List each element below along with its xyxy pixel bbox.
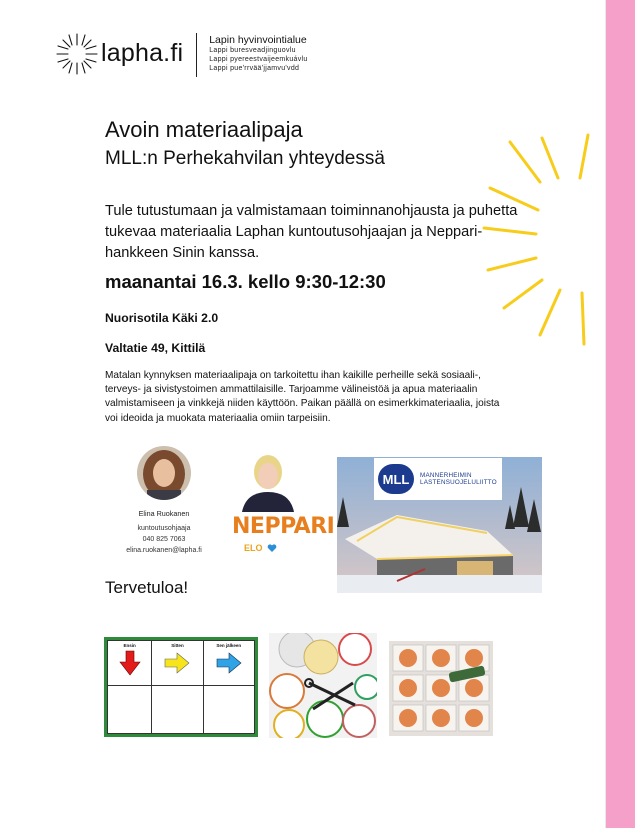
event-address: Valtatie 49, Kittilä: [105, 341, 206, 355]
mll-name-line-2: LASTENSUOJELULIITTO: [420, 479, 497, 486]
mll-logo: [374, 458, 502, 500]
description-paragraph: Matalan kynnyksen materiaalipaja on tarkoitettu ihan kaikille perheille sekä sosiaali-, terveys- ja sivistystoimen ammattilaisille. Tarjoamme välineistöä ja apua materiaalin valmistamiseen ja vinkkejä niiden käyttöön. Paikan päällä on esimerkkimateriaalia, joista voi ideoida ja muokata materiaalia omiin tarpeisiin.: [105, 370, 500, 424]
contact-info: [100, 508, 228, 556]
mll-mark: MLL: [378, 464, 414, 494]
welcome-text: Tervetuloa!: [105, 578, 189, 597]
grid-cell-first: [108, 641, 152, 686]
mll-name-line-1: MANNERHEIMIN: [420, 472, 472, 479]
contact-photo: [137, 446, 191, 500]
org-line-1: Lappi buresveadjinguovlu: [209, 47, 296, 54]
grid-header-then: Sitten: [171, 643, 184, 648]
mll-name: [420, 472, 497, 486]
event-date-time: maanantai 16.3. kello 9:30-12:30: [105, 271, 386, 292]
contact-email: elina.ruokanen@lapha.fi: [126, 547, 202, 554]
contact-role: kuntoutusohjaaja: [137, 525, 191, 532]
intro-paragraph: Tule tutustumaan ja valmistamaan toiminnanohjausta ja puhetta tukevaa materiaalia Laphan kuntoutusohjaajan ja Neppari-hankkeen Sinin kanssa.: [105, 203, 518, 261]
arrow-right-yellow-icon: [164, 652, 190, 674]
event-place: Nuorisotila Käki 2.0: [105, 311, 219, 325]
elo-wordmark: ELO: [244, 543, 263, 553]
emotion-cards-photo: [389, 641, 493, 736]
sunburst-icon: [55, 32, 99, 76]
heart-icon: [267, 543, 277, 553]
grid-header-after: Sen jälkeen: [216, 643, 242, 648]
elo-logo: [244, 543, 277, 553]
grid-cell-after: [203, 641, 254, 686]
page-title: Avoin materiaalipaja: [105, 117, 303, 142]
org-name-block: [209, 34, 307, 73]
grid-cell-empty-3: [203, 685, 254, 733]
logo-divider: [196, 33, 197, 77]
contact-name: Elina Ruokanen: [138, 509, 190, 518]
page-subtitle: MLL:n Perhekahvilan yhteydessä: [105, 148, 385, 169]
contact-phone: 040 825 7063: [142, 536, 186, 543]
arrow-down-icon: [119, 650, 141, 676]
lapha-logo: [55, 30, 308, 77]
grid-header-first: Ensin: [123, 643, 136, 648]
grid-cell-then: [152, 641, 203, 686]
grid-cell-empty-1: [108, 685, 152, 733]
building-photo: [337, 457, 542, 593]
grid-cell-empty-2: [152, 685, 203, 733]
circle-cards-photo: [269, 633, 377, 738]
arrow-right-blue-icon: [216, 652, 242, 674]
schedule-grid-image: [104, 637, 258, 737]
org-line-3: Lappi pueʹrrvääʹjjamvuʹvdd: [209, 65, 300, 72]
org-name: Lapin hyvinvointialue: [209, 34, 307, 46]
org-line-2: Lappi pyereestvaijeemkuávlu: [209, 56, 308, 63]
neppari-logo: NEPPARI: [232, 514, 335, 539]
logo-wordmark: lapha.fi: [101, 39, 184, 67]
pink-side-bar: [606, 0, 635, 828]
neppari-person-photo: [236, 450, 300, 512]
